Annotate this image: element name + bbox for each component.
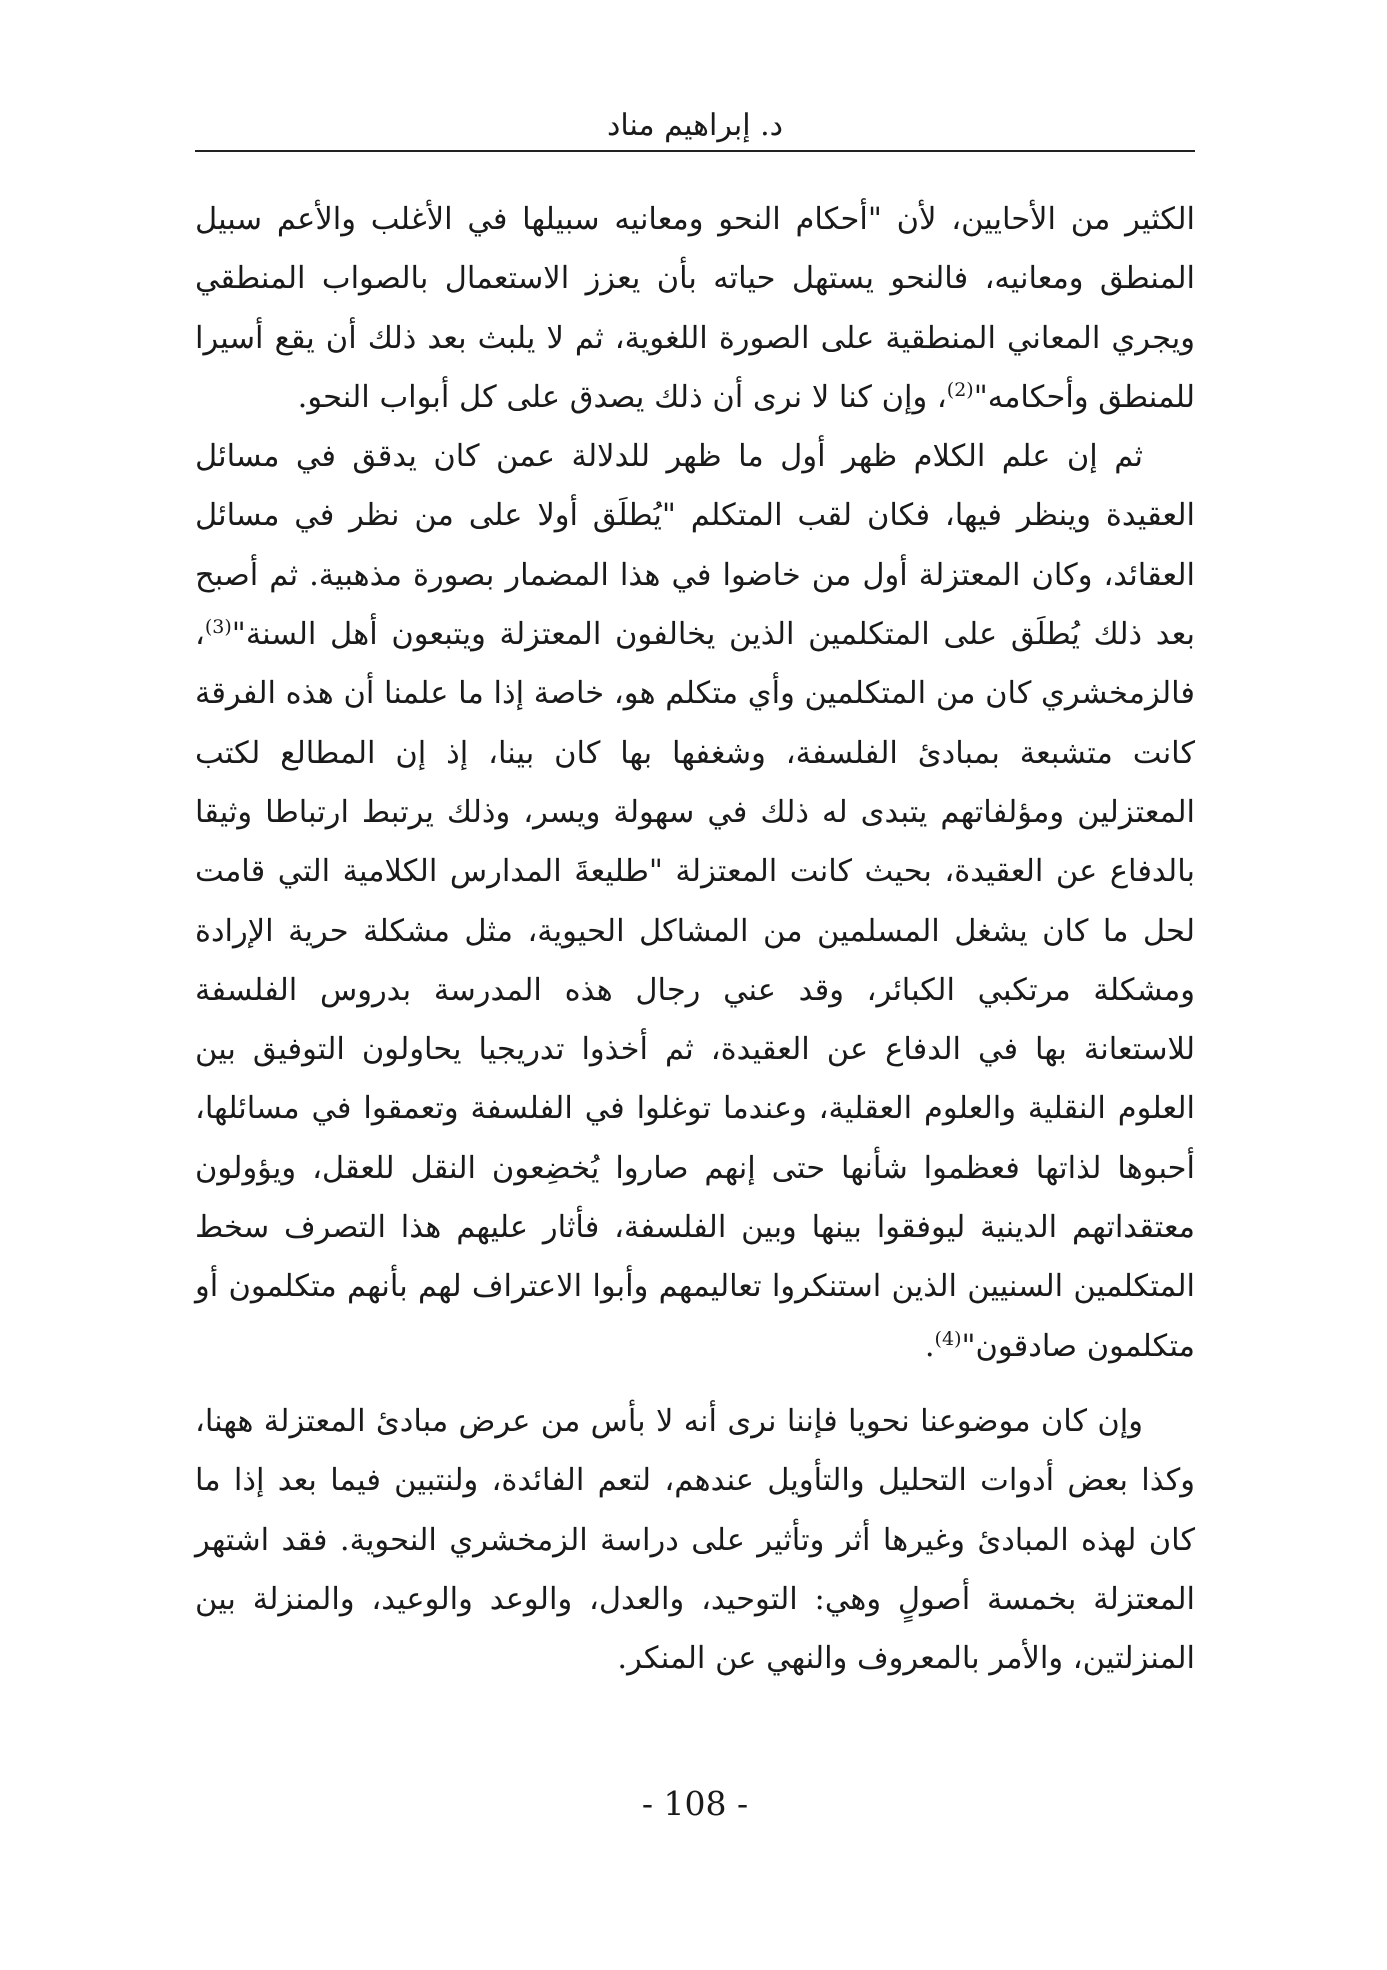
header-rule bbox=[195, 150, 1195, 152]
paragraph-2 bbox=[195, 427, 1195, 1376]
paragraph-1-text-a: الكثير من الأحايين، لأن "أحكام النحو ومعانيه سبيلها في الأغلب والأعم سبيل المنطق ومعانيه، فالنحو يستهل حياته بأن يعزز الاستعمال بالصواب المنطقي ويجري المعاني المنطقية على الصورة اللغوية، ثم لا يلبث بعد ذلك أن يقع أسيرا للمنطق وأحكامه" bbox=[195, 202, 1195, 415]
paragraph-2-text-a: ثم إن علم الكلام ظهر أول ما ظهر للدلالة عمن كان يدقق في مسائل العقيدة وينظر فيها، فكان لقب المتكلم "يُطلَق أولا على من نظر في مسائل العقائد، وكان المعتزلة أول من خاضوا في هذا المضمار بصورة مذهبية. ثم أصبح بعد ذلك يُطلَق على المتكلمين الذين يخالفون المعتزلة ويتبعون أهل السنة" bbox=[195, 439, 1195, 653]
paragraph-3: وإن كان موضوعنا نحويا فإننا نرى أنه لا بأس من عرض مبادئ المعتزلة ههنا، وكذا بعض أدوات التحليل والتأويل عندهم، لتعم الفائدة، ولنتبين فيما بعد إذا ما كان لهذه المبادئ وغيرها أثر وتأثير على دراسة الزمخشري النحوية. فقد اشتهر المعتزلة بخمسة أصولٍ وهي: التوحيد، والعدل، والوعد والوعيد، والمنزلة بين المنزلتين، والأمر بالمعروف والنهي عن المنكر. bbox=[195, 1403, 1195, 1677]
running-header-author: د. إبراهيم مناد bbox=[606, 108, 783, 143]
footnote-ref-3: (3) bbox=[204, 615, 232, 638]
paragraph-1 bbox=[195, 190, 1195, 427]
body-text bbox=[195, 190, 1195, 1688]
page-number: - 108 - bbox=[641, 1784, 749, 1823]
footnote-ref-4: (4) bbox=[934, 1327, 962, 1350]
paragraph-1-text-b: ، وإن كنا لا نرى أن ذلك يصدق على كل أبواب النحو. bbox=[297, 379, 947, 415]
footnote-ref-2: (2) bbox=[946, 378, 974, 401]
paragraph-2-text-b: ، فالزمخشري كان من المتكلمين وأي متكلم هو، خاصة إذا ما علمنا أن هذه الفرقة كانت متشبعة بمبادئ الفلسفة، وشغفها بها كان بينا، إذ إن المطالع لكتب المعتزلين ومؤلفاتهم يتبدى له ذلك في سهولة ويسر، وذلك يرتبط ارتباطا وثيقا بالدفاع عن العقيدة، بحيث كانت المعتزلة "طليعةَ المدارس الكلامية التي قامت لحل ما كان يشغل المسلمين من المشاكل الحيوية، مثل مشكلة حرية الإرادة ومشكلة مرتكبي الكبائر، وقد عني رجال هذه المدرسة بدروس الفلسفة للاستعانة بها في الدفاع عن العقيدة، ثم أخذوا تدريجيا يحاولون التوفيق بين العلوم النقلية والعلوم العقلية، وعندما توغلوا في الفلسفة وتعمقوا في مسائلها، أحبوها لذاتها فعظموا شأنها حتى إنهم صاروا يُخضِعون النقل للعقل، ويؤولون معتقداتهم الدينية ليوفقوا بينها وبين الفلسفة، فأثار عليهم هذا التصرف سخط المتكلمين السنيين الذين استنكروا تعاليمهم وأبوا الاعتراف لهم بأنهم متكلمون أو متكلمون صادقون" bbox=[195, 617, 1195, 1364]
paragraph-2-text-c: . bbox=[924, 1328, 935, 1364]
